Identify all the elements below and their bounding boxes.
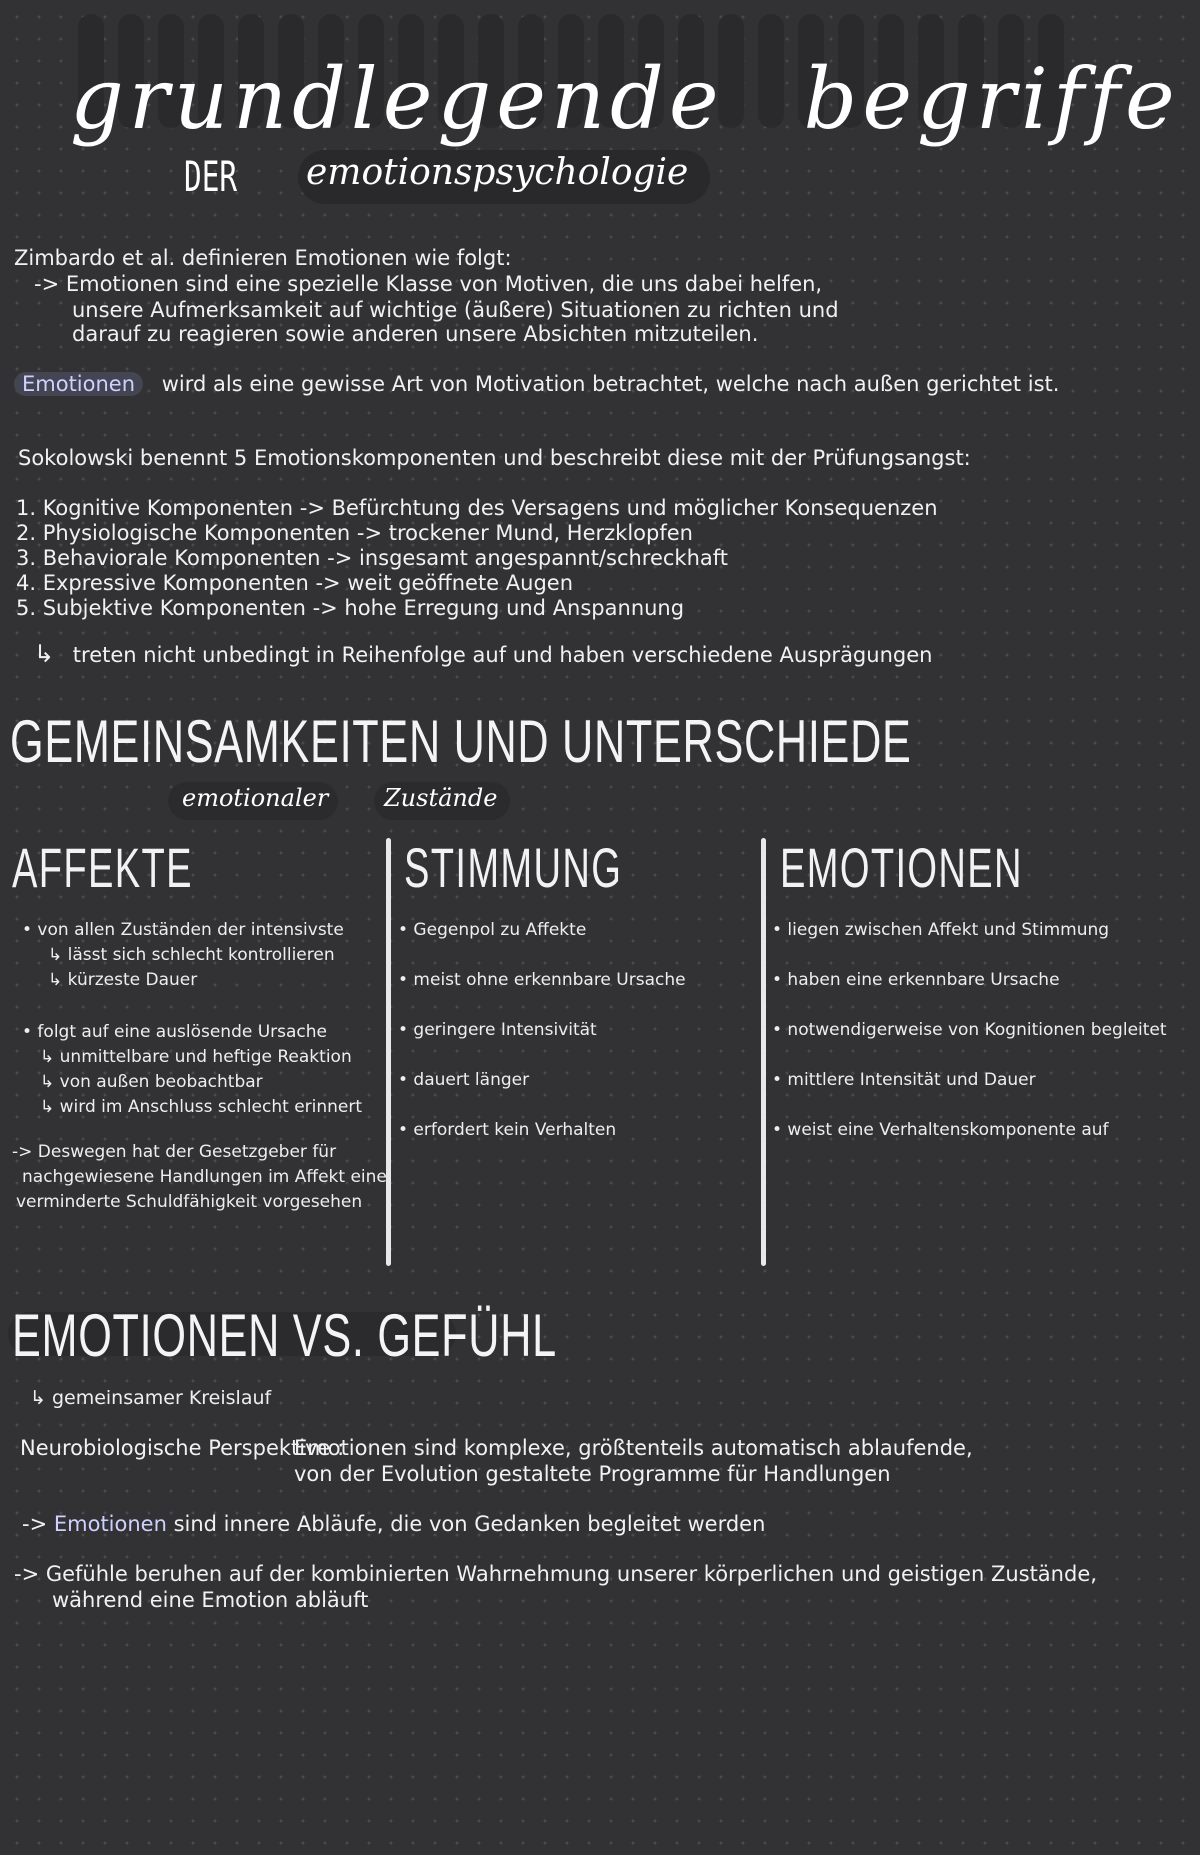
list-item: • haben eine erkennbare Ursache — [772, 970, 1060, 990]
point-1-term: Emotionen — [53, 1512, 167, 1536]
column-divider — [386, 838, 391, 1266]
intro-line-2: -> Emotionen sind eine spezielle Klasse von Motiven, die uns dabei helfen, — [34, 272, 823, 296]
intro-line-4: darauf zu reagieren sowie anderen unsere Absichten mitzuteilen. — [72, 322, 759, 346]
title-word-2: begriffe — [803, 50, 1180, 148]
list-item: verminderte Schuldfähigkeit vorgesehen — [16, 1192, 363, 1212]
subheading-word-1: emotionaler — [182, 784, 329, 812]
list-item: 5. Subjektive Komponenten -> hohe Erregung und Anspannung — [16, 596, 685, 620]
subheading-word-2: Zustände — [384, 784, 498, 812]
list-item: • mittlere Intensität und Dauer — [772, 1070, 1036, 1090]
components-list — [16, 496, 938, 621]
list-item: • meist ohne erkennbare Ursache — [398, 970, 686, 990]
intro-line-1: Zimbardo et al. definieren Emotionen wie folgt: — [14, 246, 512, 270]
section-heading-gemeinsamkeiten: GEMEINSAMKEITEN UND UNTERSCHIEDE — [10, 708, 912, 775]
list-item: • erfordert kein Verhalten — [398, 1120, 617, 1140]
neuro-text-2: von der Evolution gestaltete Programme für Handlungen — [294, 1462, 891, 1486]
point-1: -> Emotionen sind innere Abläufe, die von Gedanken begleitet werden — [22, 1512, 766, 1536]
definition-text: wird als eine gewisse Art von Motivation betrachtet, welche nach außen gerichtet ist. — [161, 372, 1060, 396]
list-item: • liegen zwischen Affekt und Stimmung — [772, 920, 1110, 940]
page-subtitle: emotionspsychologie — [306, 152, 689, 193]
list-item: • notwendigerweise von Kognitionen begleitet — [772, 1020, 1167, 1040]
list-item: • von allen Zuständen der intensivste — [22, 920, 344, 940]
definition-line — [14, 372, 1059, 397]
list-item: ↳ wird im Anschluss schlecht erinnert — [40, 1097, 363, 1117]
neuro-text-1: Emotionen sind komplexe, größtenteils automatisch ablaufende, — [294, 1436, 973, 1460]
list-item: ↳ unmittelbare und heftige Reaktion — [40, 1047, 352, 1067]
list-item: ↳ lässt sich schlecht kontrollieren — [48, 945, 335, 965]
neuro-label: Neurobiologische Perspektive : — [20, 1436, 345, 1460]
intro-line-3: unsere Aufmerksamkeit auf wichtige (äußere) Situationen zu richten und — [72, 298, 839, 322]
list-item: -> Deswegen hat der Gesetzgeber für — [12, 1142, 337, 1162]
list-item: ↳ kürzeste Dauer — [48, 970, 198, 990]
list-item: • geringere Intensivität — [398, 1020, 597, 1040]
list-item: • weist eine Verhaltenskomponente auf — [772, 1120, 1109, 1140]
list-item: nachgewiesene Handlungen im Affekt eine — [22, 1167, 387, 1187]
title-word-1: grundlegende — [70, 50, 724, 148]
list-item: 1. Kognitive Komponenten -> Befürchtung des Versagens und möglicher Konsequenzen — [16, 496, 938, 520]
list-item: • Gegenpol zu Affekte — [398, 920, 587, 940]
components-intro: Sokolowski benennt 5 Emotionskomponenten und beschreibt diese mit der Prüfungsangst: — [18, 446, 971, 470]
arrow-return-icon: ↳ — [34, 640, 55, 668]
column-heading-stimmung: STIMMUNG — [404, 836, 623, 899]
list-item: 3. Behaviorale Komponenten -> insgesamt angespannt/schreckhaft — [16, 546, 729, 570]
list-item: ↳ von außen beobachtbar — [40, 1072, 263, 1092]
list-item: 4. Expressive Komponenten -> weit geöffnete Augen — [16, 571, 574, 595]
list-item: • dauert länger — [398, 1070, 530, 1090]
list-item: 2. Physiologische Komponenten -> trockener Mund, Herzklopfen — [16, 521, 693, 545]
definition-term: Emotionen — [14, 372, 143, 396]
point-2-line-1: -> Gefühle beruhen auf der kombinierten Wahrnehmung unserer körperlichen und geistigen Zustände, — [14, 1562, 1097, 1586]
point-2-line-2: während eine Emotion abläuft — [52, 1588, 369, 1612]
components-note: ↳ treten nicht unbedingt in Reihenfolge auf und haben verschiedene Ausprägungen — [34, 640, 933, 668]
section3-subnote: ↳ gemeinsamer Kreislauf — [30, 1387, 272, 1409]
title-der: DER — [184, 152, 238, 201]
column-heading-emotionen: EMOTIONEN — [780, 836, 1023, 899]
column-heading-affekte: AFFEKTE — [12, 836, 193, 899]
list-item: • folgt auf eine auslösende Ursache — [22, 1022, 328, 1042]
page-title — [70, 50, 1180, 148]
column-divider — [761, 838, 766, 1266]
section-heading-emotionen-vs-gefuehl: EMOTIONEN VS. GEFÜHL — [12, 1302, 557, 1369]
